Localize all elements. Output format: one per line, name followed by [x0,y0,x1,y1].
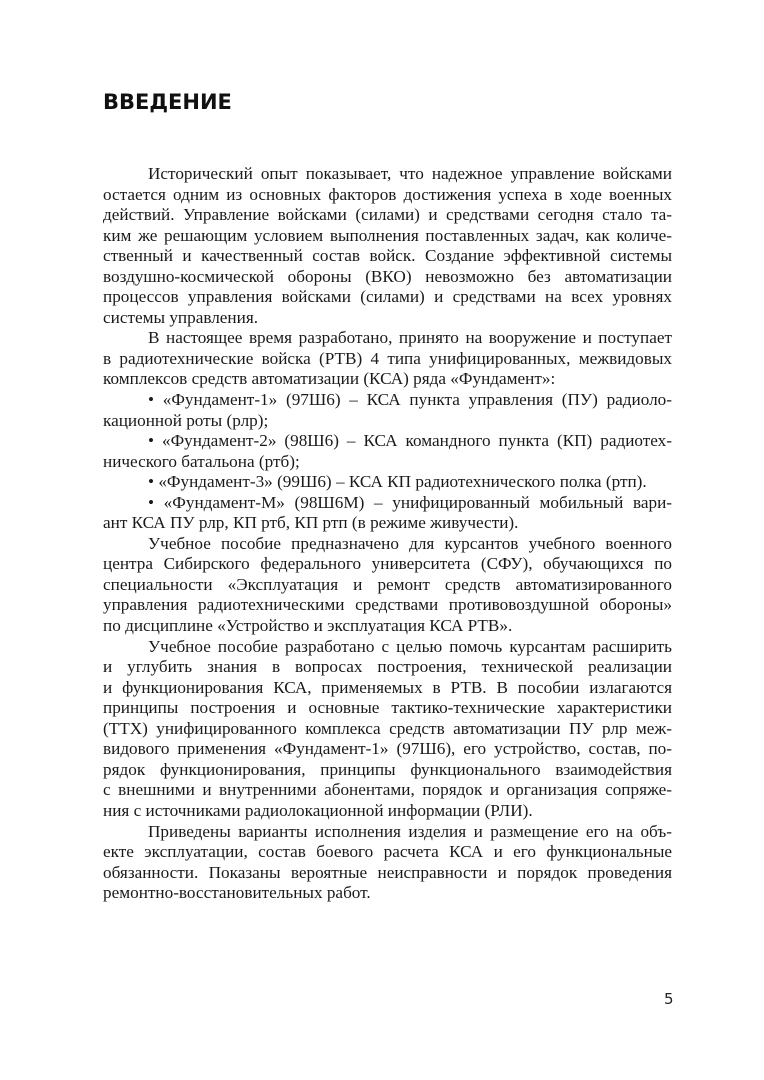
text-line: • «Фундамент-3» (99Ш6) – КСА КП радиотехнического полка (ртп). [148,472,647,492]
text-line: Учебное пособие предназначено для курсантов учебного военного [148,533,672,553]
page-number: 5 [664,990,674,1008]
text-line: кационной роты (рлр); [103,410,269,430]
text-line: специальности «Эксплуатация и ремонт средств автоматизированного [103,574,672,594]
paragraph [103,328,672,390]
text-line: остается одним из основных факторов достижения успеха в ходе военных [103,184,672,204]
text-line: • «Фундамент-2» (98Ш6) – КСА командного пункта (КП) радиотех- [148,431,672,451]
text-line: Исторический опыт показывает, что надежное управление войсками [148,164,672,183]
text-line: нического батальона (ртб); [103,451,300,471]
text-line: В настоящее время разработано, принято на вооружение и поступает [148,328,672,348]
text-line: ния с источниками радиолокационной информации (РЛИ). [103,800,533,820]
paragraph [103,472,672,493]
paragraph [103,822,672,904]
document-body [103,164,672,904]
text-line: по дисциплине «Устройство и эксплуатация КСА РТВ». [103,616,513,636]
text-line: принципы построения и основные тактико-технические характеристики [103,698,672,718]
text-line: действий. Управление войсками (силами) и средствами сегодня стало та- [103,205,672,225]
text-line: с внешними и внутренними абонентами, порядок и организация сопряже- [103,780,672,800]
paragraph [103,534,672,637]
text-line: Учебное пособие разработано с целью помочь курсантам расширить [148,636,672,656]
text-line: воздушно-космической обороны (ВКО) невозможно без автоматизации [103,266,672,286]
text-line: и углубить знания в вопросах построения, технической реализации [103,657,672,677]
text-line: ким же решающим условием выполнения поставленных задач, как количе- [103,225,672,245]
text-line: центра Сибирского федерального университета (СФУ), обучающихся по [103,554,672,574]
paragraph [103,637,672,822]
paragraph [103,164,672,328]
text-line: • «Фундамент-1» (97Ш6) – КСА пункта управления (ПУ) радиоло- [148,390,672,410]
text-line: управления радиотехническими средствами противовоздушной обороны» [103,595,672,615]
text-line: обязанности. Показаны вероятные неисправности и порядок проведения [103,862,672,882]
text-line: процессов управления войсками (силами) и средствами на всех уровнях [103,287,672,307]
section-heading: ВВЕДЕНИЕ [103,90,232,114]
text-line: видового применения «Фундамент-1» (97Ш6), его устройство, состав, по- [103,739,672,759]
text-line: • «Фундамент-М» (98Ш6М) – унифицированный мобильный вари- [148,492,672,512]
text-line: системы управления. [103,307,259,327]
paragraph [103,390,672,431]
text-line: екте эксплуатации, состав боевого расчета КСА и его функциональные [103,842,672,862]
text-line: ремонтно-восстановительных работ. [103,883,371,903]
paragraph [103,431,672,472]
text-line: ант КСА ПУ рлр, КП ртб, КП ртп (в режиме живучести). [103,513,519,533]
text-line: ственный и качественный состав войск. Создание эффективной системы [103,246,672,266]
text-line: комплексов средств автоматизации (КСА) ряда «Фундамент»: [103,369,556,389]
paragraph [103,493,672,534]
text-line: (ТТХ) унифицированного комплекса средств автоматизации ПУ рлр меж- [103,718,672,738]
text-line: и функционирования КСА, применяемых в РТВ. В пособии излагаются [103,677,672,697]
text-line: Приведены варианты исполнения изделия и размещение его на объ- [148,821,672,841]
text-line: рядок функционирования, принципы функционального взаимодействия [103,759,672,779]
text-line: в радиотехнические войска (РТВ) 4 типа унифицированных, межвидовых [103,348,672,368]
